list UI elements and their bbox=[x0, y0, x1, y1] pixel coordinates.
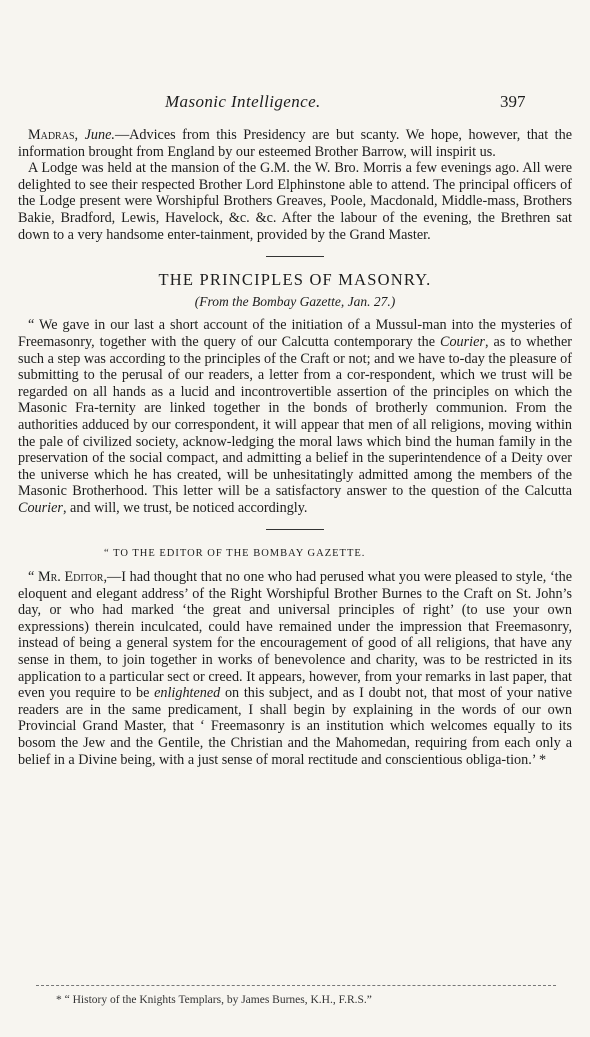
article-text-1: “ We gave in our last a short account of the initiation of a Mussul-man into the mysteries of Freemasonry, together with the query of our Calcutta contemporary the bbox=[18, 317, 572, 350]
madras-paragraph-2: A Lodge was held at the mansion of the G.M. the W. Bro. Morris a few evenings ago. All were delighted to see their respected Brother Lord Elphinstone able to attend. The principal officers of the Lodge present were Worshipful Brothers Greaves, Poole, Macdonald, Middle-mass, Brothers Bakie, Bradford, Lewis, Havelock, &c. &c. After the labour of the evening, the Brethren sat down to a very handsome enter-tainment, provided by the Grand Master. bbox=[18, 160, 572, 243]
madras-place: Madras, bbox=[28, 127, 79, 143]
footnote: * “ History of the Knights Templars, by James Burnes, K.H., F.R.S.” bbox=[56, 994, 372, 1006]
letter-text-2: on this subject, and as I doubt not, that most of your native readers are in the same predicament, I shall begin by explaining in the words of our own Provincial Grand Master, that ‘ Freemasonry is an institution which welcomes equally to its bosom the Jew and the Gentile, the Christian and the Mahomedan, requiring from each only a belief in a Divine being, with a just sense of moral rectitude and conscientious obliga-tion.’ * bbox=[18, 685, 572, 768]
page-number: 397 bbox=[500, 92, 526, 111]
section-title: THE PRINCIPLES OF MASONRY. bbox=[158, 270, 432, 290]
letter-paragraph bbox=[18, 569, 572, 768]
madras-paragraph-1 bbox=[18, 127, 572, 160]
page-header bbox=[0, 92, 590, 112]
article-paragraph bbox=[18, 317, 572, 516]
page-body bbox=[18, 127, 572, 768]
letter-heading: “ TO THE EDITOR OF THE BOMBAY GAZETTE. bbox=[104, 548, 366, 560]
article-text-3: , and will, we trust, be noticed accordingly. bbox=[62, 499, 308, 516]
letter-salutation: “ Mr. Editor, bbox=[28, 569, 108, 586]
letter-emphasis: enlightened bbox=[154, 685, 221, 702]
running-title: Masonic Intelligence. bbox=[165, 92, 321, 111]
courier-title-2: Courier bbox=[18, 499, 63, 516]
article-text-2: , as to whether such a step was according to the principles of the Craft or not; and we have to-day the pleasure of submitting to the perusal of our readers, a letter from a cor-respondent, which we trust will be regarded on all hands as a lucid and incontrovertible assertion of the principles on which the Masonic Fra-ternity are linked together in the bonds of brotherly communion. From the authorities adduced by our correspondent, it will appear that men of all religions, moving within the pale of civilized society, acknow-ledging the moral laws which bind the human family in the preservation of the social compact, and admitting a belief in the superintendence of a Deity over the universe which he has created, will be unhesitatingly admitted among the members of the Masonic Brotherhood. This letter will be a satisfactory answer to the question of the Calcutta bbox=[18, 333, 572, 500]
section-source-text: (From the Bombay Gazette, Jan. 27.) bbox=[194, 293, 396, 309]
madras-text: —Advices from this Presidency are but scanty. We hope, however, that the information brought from England by our esteemed Brother Barrow, will inspirit us. bbox=[18, 127, 572, 160]
section-source bbox=[18, 294, 572, 311]
footnote-rule bbox=[36, 985, 556, 986]
letter-divider bbox=[266, 529, 324, 530]
letter-text-1: —I had thought that no one who had perused what you were pleased to style, ‘the eloquent and elegant address’ of the Right Worshipful Brother Burnes to the Craft on St. John’s day, or who had marked ‘the great and universal principles of right’ (to use your own expressions) therein inculcated, could have remained under the impression that Freemasonry, instead of being a general system for the encouragement of good of all religions, that have any sense in them, to join together in works of benevolence and charity, was to be restricted in its application to a particular sect or creed. It appears, however, from your remarks in last paper, that even you require to be bbox=[18, 569, 572, 702]
courier-title-1: Courier bbox=[440, 333, 485, 350]
section-divider bbox=[266, 256, 324, 257]
madras-month: June. bbox=[84, 127, 115, 143]
